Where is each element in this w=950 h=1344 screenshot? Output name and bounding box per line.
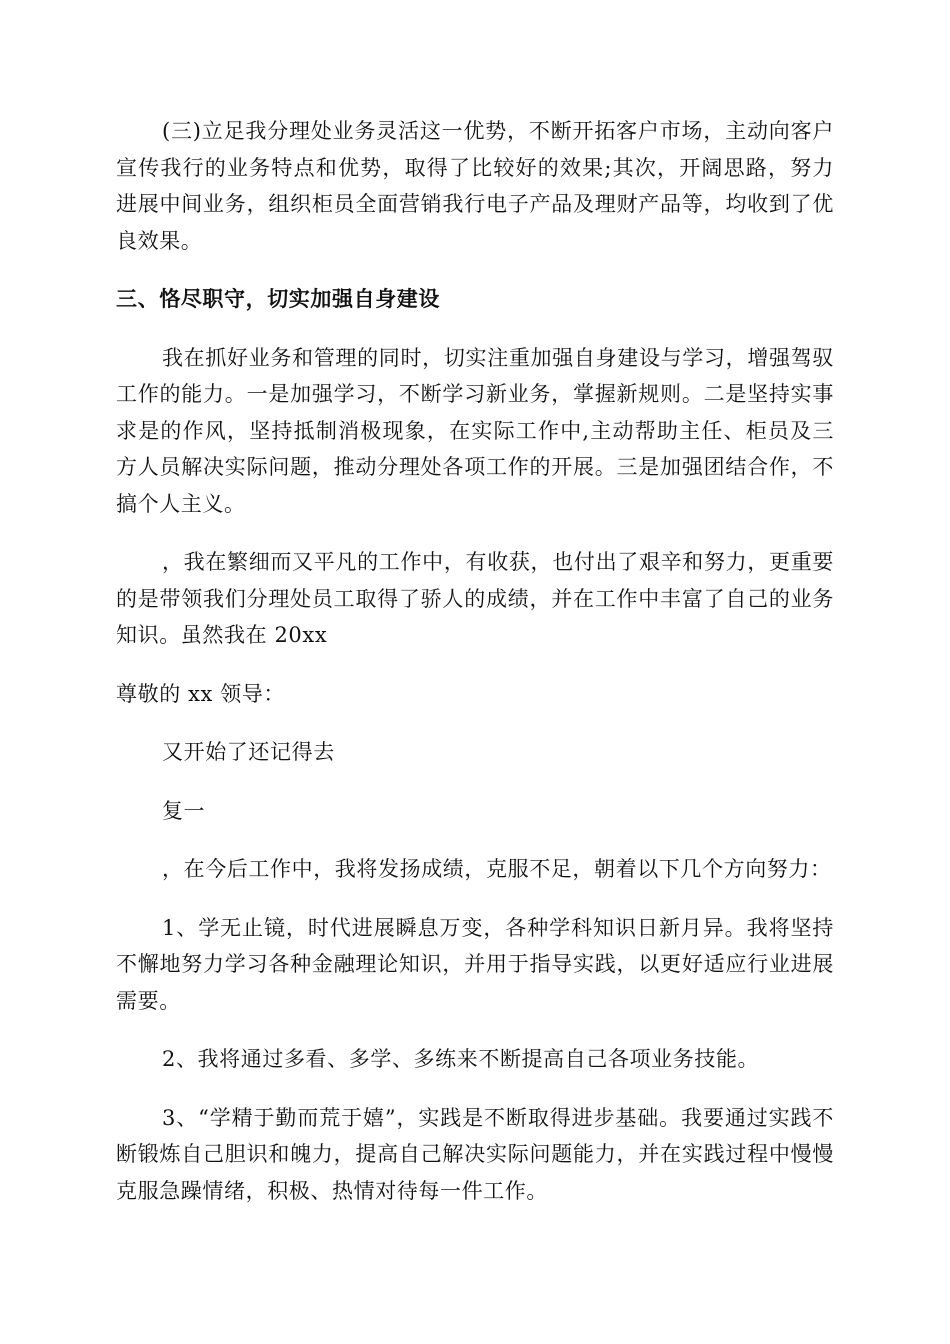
document-page bbox=[116, 113, 834, 1209]
paragraph-future-directions: ，在今后工作中，我将发扬成绩，克服不足，朝着以下几个方向努力： bbox=[162, 857, 832, 881]
list-item-2: 2、我将通过多看、多学、多练来不断提高自己各项业务技能。 bbox=[162, 1047, 760, 1071]
paragraph-self-building: 我在抓好业务和管理的同时，切实注重加强自身建设与学习，增强驾驭工作的能力。一是加强学习，不断学习新业务，掌握新规则。二是坚持实事求是的作风，坚持抵制消极现象，在实际工作中,主动帮助主任、柜员及三方人员解决实际问题，推动分理处各项工作的开展。三是加强团结合作，不搞个人主义。 bbox=[116, 345, 834, 516]
paragraph-market-advantage: (三)立足我分理处业务灵活这一优势，不断开拓客户市场，主动向客户宣传我行的业务特点和优势，取得了比较好的效果;其次，开阔思路，努力进展中间业务，组织柜员全面营销我行电子产品及理财产品等，均收到了优良效果。 bbox=[116, 119, 834, 253]
list-item-1: 1、学无止镜，时代进展瞬息万变，各种学科知识日新月异。我将坚持不懈地努力学习各种金融理论知识，并用于指导实践，以更好适应行业进展需要。 bbox=[116, 915, 834, 1013]
paragraph-summary: ，我在繁细而又平凡的工作中，有收获，也付出了艰辛和努力，更重要的是带领我们分理处员工取得了骄人的成绩，并在工作中丰富了自己的业务知识。虽然我在 20xx bbox=[116, 550, 834, 647]
paragraph-fragment-2: 复一 bbox=[162, 798, 206, 823]
salutation: 尊敬的 xx 领导： bbox=[116, 681, 286, 706]
section-heading-self-building: 三、恪尽职守，切实加强自身建设 bbox=[116, 287, 440, 311]
paragraph-fragment-1: 又开始了还记得去 bbox=[162, 740, 335, 764]
list-item-3: 3、“学精于勤而荒于嬉”，实践是不断取得进步基础。我要通过实践不断锻炼自己胆识和魄力，提高自己解决实际问题能力，并在实践过程中慢慢克服急躁情绪，积极、热情对待每一件工作。 bbox=[116, 1105, 834, 1203]
